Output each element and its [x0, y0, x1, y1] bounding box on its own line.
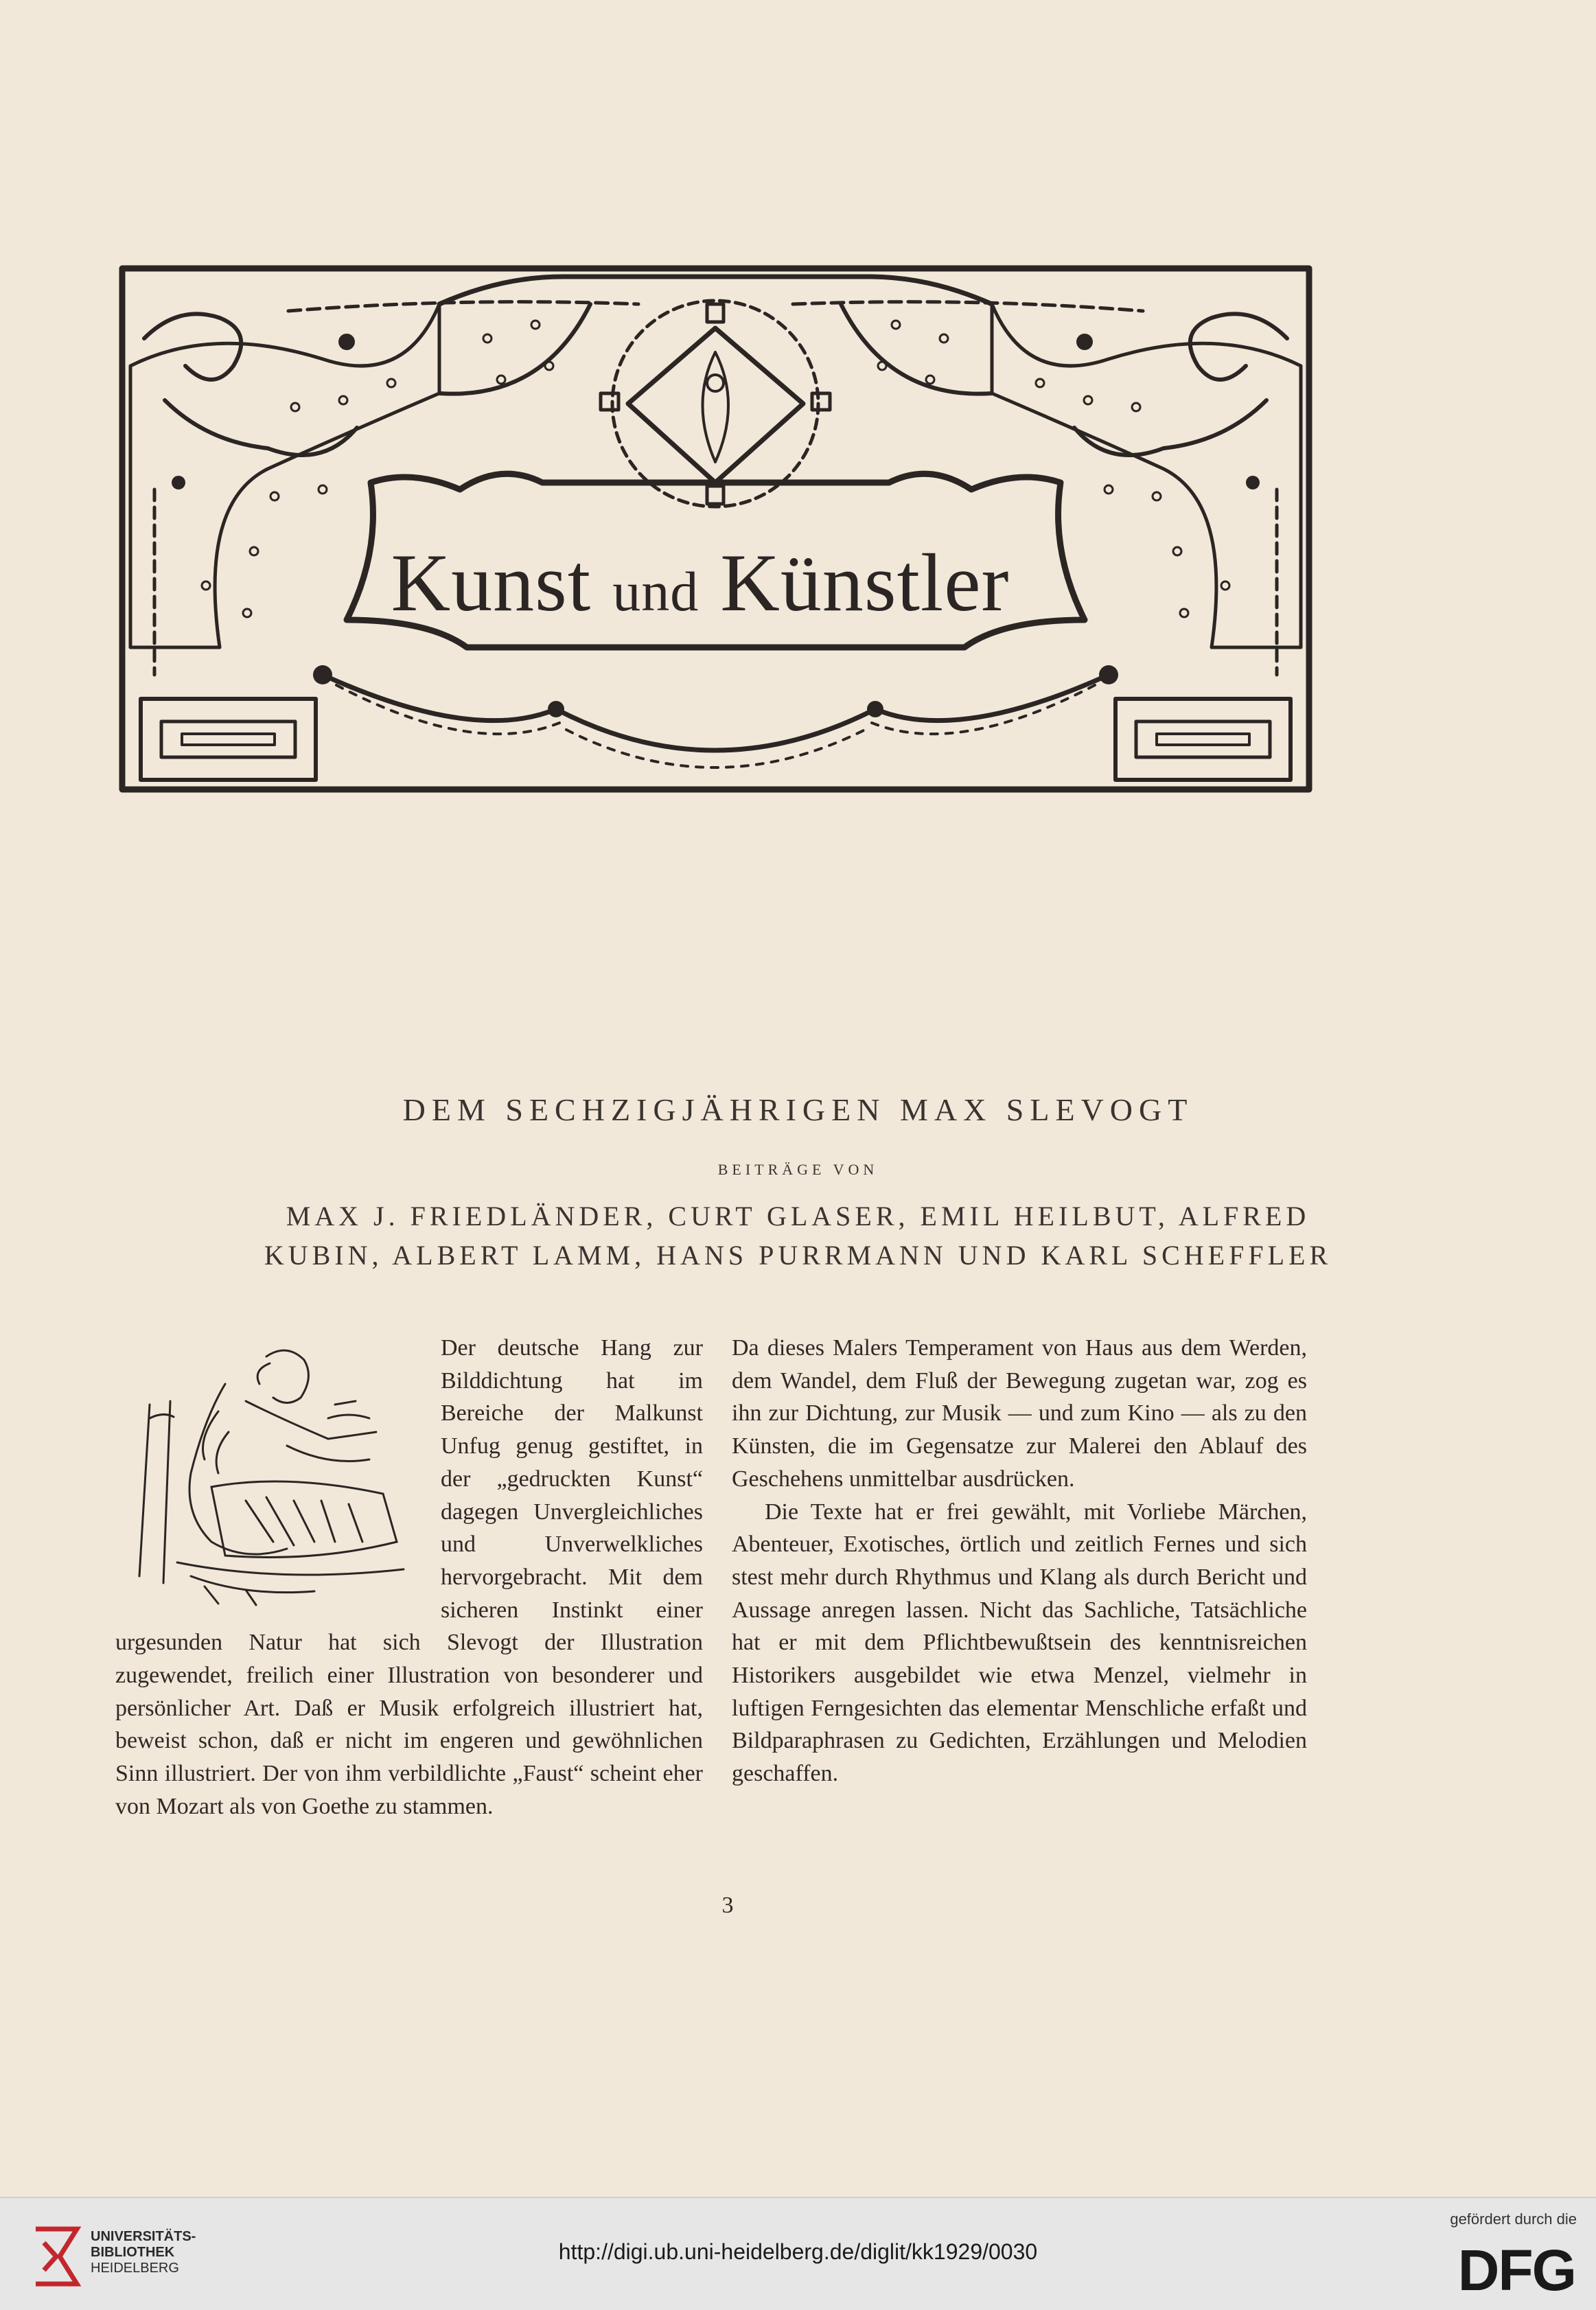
funded-by-label: gefördert durch die	[1450, 2210, 1577, 2228]
masthead-title	[357, 535, 1043, 630]
masthead-word-kuenstler: Künstler	[720, 537, 1010, 628]
right-column-paragraph-1: Da dieses Malers Temperament von Haus aus dem Werden, dem Wandel, dem Fluß der Bewegung zugetan war, zog es ihn zur Dichtung, zur Musik — und zum Kino — als zu den Künsten, die im Gegensatze zur Malerei den Ablauf des Geschehens unmittelbar ausdrücken.	[732, 1335, 1307, 1492]
authors-line-1: MAX J. FRIEDLÄNDER, CURT GLASER, EMIL HEILBUT, ALFRED	[286, 1201, 1310, 1232]
page-number: 3	[721, 1893, 734, 1918]
sketch-illustration	[108, 1336, 431, 1614]
library-name-line-3: HEIDELBERG	[91, 2261, 179, 2276]
masthead-word-kunst: Kunst	[391, 537, 592, 628]
library-name-line-2: BIBLIOTHEK	[91, 2245, 175, 2260]
library-name-line-1: UNIVERSITÄTS-	[91, 2229, 196, 2244]
authors-line-2: KUBIN, ALBERT LAMM, HANS PURRMANN UND KARL SCHEFFLER	[264, 1240, 1332, 1271]
right-column-paragraph-2: Die Texte hat er frei gewählt, mit Vorliebe Märchen, Abenteuer, Exotisches, örtlich und zeitlich Fernes und sich stest mehr durch Rhythmus und Klang als durch Bericht und Aussage anregen lassen. Nicht das Sachliche, Tatsächliche hat er mit dem Pflichtbewußtsein des kenntnisreichen Historikers ausgebildet wie etwa Menzel, vielmehr in luftigen Ferngesichten das elementar Menschliche erfaßt und Bildparaphrasen zu Gedichten, Erzählungen und Melodien geschaffen.	[732, 1499, 1307, 1787]
masthead-word-und: und	[612, 560, 699, 623]
header-ornament-illustration	[117, 263, 1315, 795]
dfg-logo[interactable]: DFG	[1457, 2238, 1575, 2302]
right-text-column	[732, 1332, 1307, 1790]
contributors-label: BEITRÄGE VON	[717, 1161, 879, 1178]
viewer-footer-bar	[0, 2197, 1596, 2310]
left-text-column	[115, 1332, 703, 1823]
article-title: DEM SECHZIGJÄHRIGEN MAX SLEVOGT	[402, 1092, 1194, 1127]
source-url-link[interactable]: http://digi.ub.uni-heidelberg.de/diglit/kk1929/0030	[558, 2239, 1038, 2264]
left-column-paragraph: Der deutsche Hang zur Bilddichtung hat im Bereiche der Malkunst Unfug genug gestiftet, in der „gedruckten Kunst“ dagegen Unvergleichliches und Unverwelkliches hervorgebracht. Mit dem sicheren Instinkt einer urgesunden Natur hat sich Slevogt der Illustration zugewendet, freilich einer Illustration von besonderer und persönlicher Art. Daß er Musik erfolgreich illustriert hat, beweist schon, daß er nicht im engeren und gewöhnlichen Sinn illustriert. Der von ihm verbildlichte „Faust“ scheint eher von Mozart als von Goethe zu stammen.	[115, 1335, 703, 1819]
